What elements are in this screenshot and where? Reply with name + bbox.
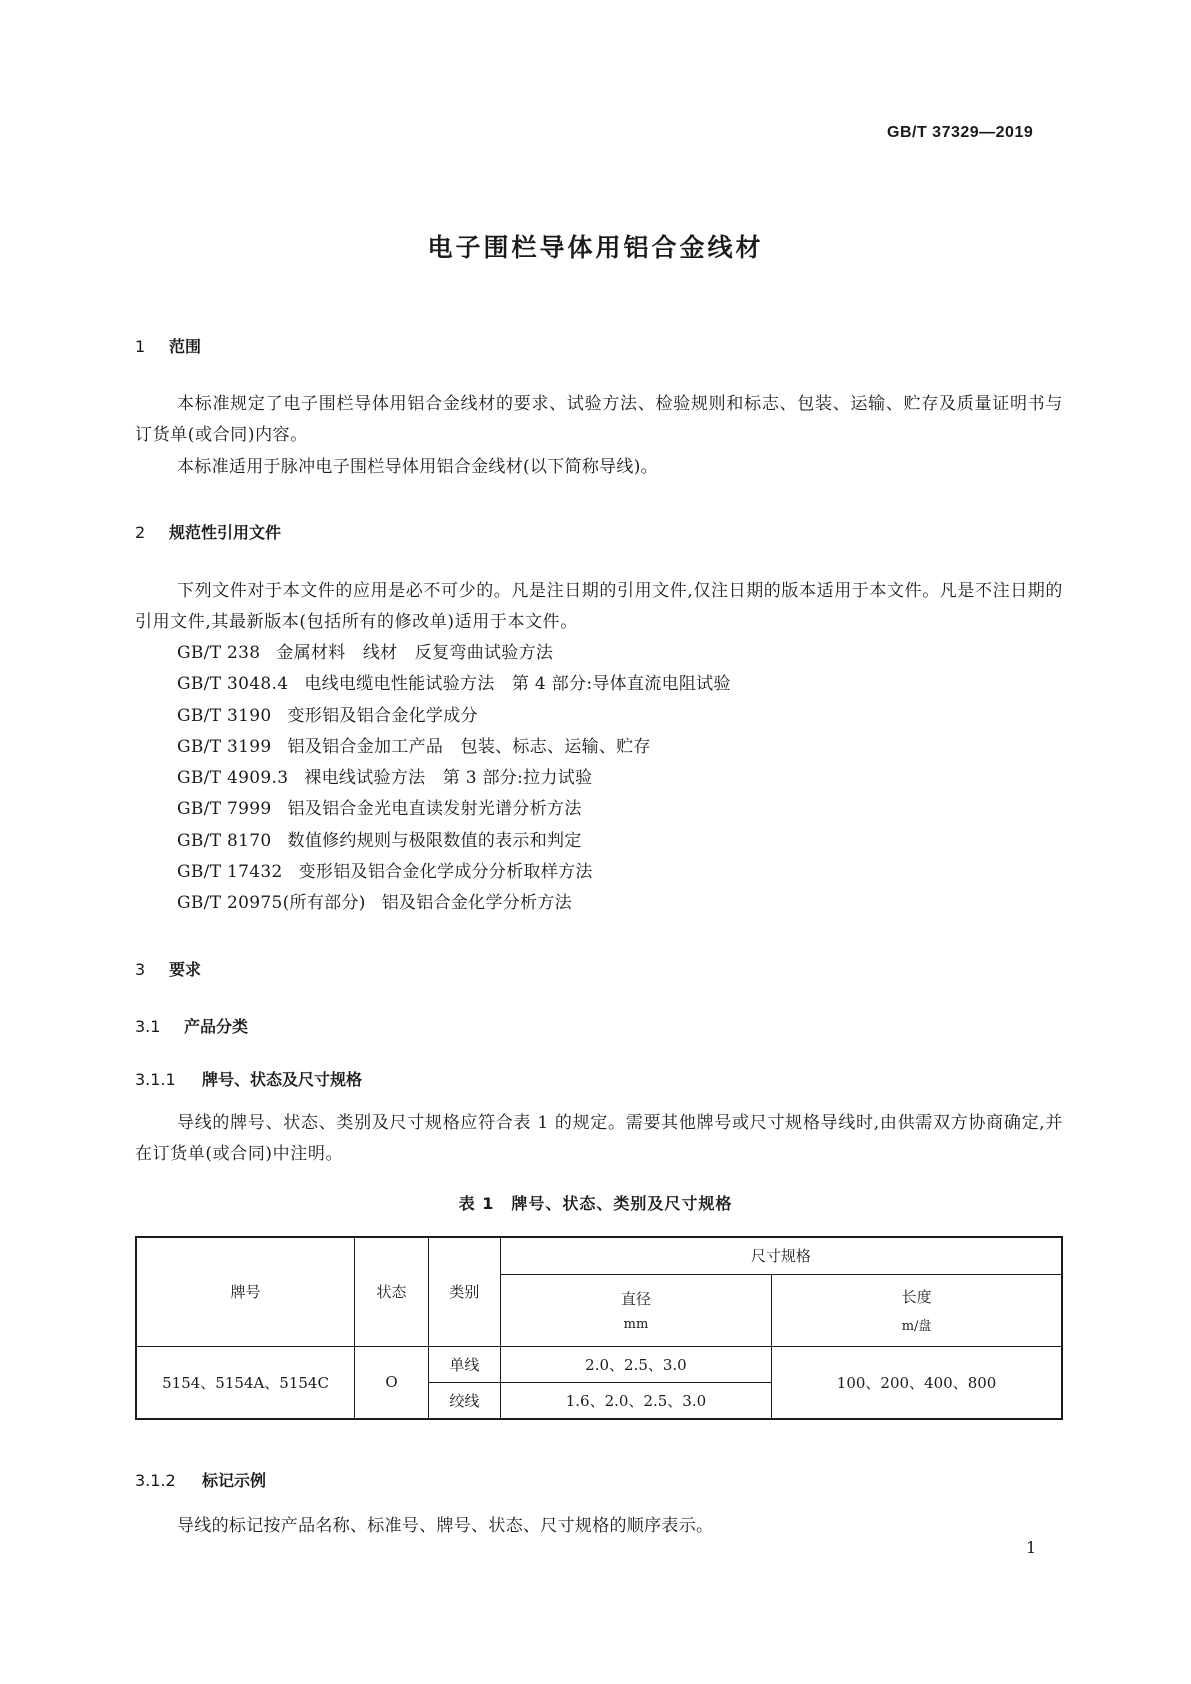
reference-code: GB/T 3048.4 [177, 674, 289, 695]
cell-type-stranded: 绞线 [428, 1382, 500, 1419]
reference-item [177, 888, 731, 919]
section-number: 1 [135, 337, 146, 356]
section-1-heading [135, 334, 201, 357]
spec-table [135, 1236, 1063, 1420]
standard-code: GB/T 37329—2019 [887, 124, 1034, 141]
reference-code: GB/T 3190 [177, 705, 272, 726]
section-title: 标记示例 [202, 1471, 267, 1490]
reference-code: GB/T 3199 [177, 736, 272, 757]
section-number: 3 [135, 960, 146, 979]
header-type: 类别 [428, 1237, 500, 1346]
section-2-heading [135, 520, 281, 543]
reference-item [177, 638, 731, 669]
scope-applicability: 本标准适用于脉冲电子围栏导体用铝合金线材(以下简称导线)。 [177, 457, 658, 477]
reference-item [177, 857, 731, 888]
scope-paragraph: 本标准规定了电子围栏导体用铝合金线材的要求、试验方法、检验规则和标志、包装、运输、贮存及质量证明书与订货单(或合同)内容。 [135, 394, 1063, 445]
document-title: 电子围栏导体用铝合金线材 [427, 233, 764, 262]
reference-item [177, 669, 731, 700]
reference-title: 裸电线试验方法 第 3 部分:拉力试验 [304, 768, 593, 789]
reference-list [177, 638, 731, 920]
section-3-heading [135, 957, 201, 980]
section-3-1-heading [135, 1014, 248, 1037]
section-number: 2 [135, 523, 146, 542]
reference-item [177, 826, 731, 857]
cell-diameter-single: 2.0、2.5、3.0 [500, 1346, 771, 1382]
reference-code: GB/T 17432 [177, 862, 283, 883]
cell-length: 100、200、400、800 [772, 1346, 1062, 1419]
reference-title: 金属材料 线材 反复弯曲试验方法 [276, 643, 554, 663]
section-number: 3.1.2 [135, 1471, 176, 1490]
reference-title: 铝及铝合金加工产品 包装、标志、运输、贮存 [287, 736, 651, 757]
section-number: 3.1 [135, 1017, 161, 1036]
section-3-1-2-heading [135, 1468, 266, 1491]
cell-type-single: 单线 [428, 1346, 500, 1382]
marking-paragraph: 导线的标记按产品名称、标准号、牌号、状态、尺寸规格的顺序表示。 [177, 1516, 714, 1536]
reference-code: GB/T 7999 [177, 799, 272, 820]
header-temper: 状态 [355, 1237, 429, 1346]
header-length-unit: m/盘 [901, 1319, 932, 1334]
reference-title: 变形铝及铝合金化学成分分析取样方法 [298, 862, 593, 883]
reference-title: 电线电缆电性能试验方法 第 4 部分:导体直流电阻试验 [304, 674, 731, 695]
header-length [772, 1274, 1062, 1346]
section-title: 牌号、状态及尺寸规格 [202, 1070, 363, 1089]
reference-title: 变形铝及铝合金化学成分 [287, 705, 478, 726]
reference-code: GB/T 8170 [177, 830, 272, 851]
grade-paragraph: 导线的牌号、状态、类别及尺寸规格应符合表 1 的规定。需要其他牌号或尺寸规格导线时,由供需双方协商确定,并在订货单(或合同)中注明。 [135, 1113, 1063, 1164]
reference-title: 铝及铝合金光电直读发射光谱分析方法 [287, 799, 582, 820]
reference-item [177, 763, 731, 794]
reference-item [177, 701, 731, 732]
references-intro: 下列文件对于本文件的应用是必不可少的。凡是注日期的引用文件,仅注日期的版本适用于本文件。凡是不注日期的引用文件,其最新版本(包括所有的修改单)适用于本文件。 [135, 581, 1064, 632]
header-grade: 牌号 [136, 1237, 355, 1346]
cell-grade: 5154、5154A、5154C [136, 1346, 355, 1419]
cell-temper: O [355, 1346, 429, 1419]
table-row [136, 1346, 1062, 1382]
reference-code: GB/T 4909.3 [177, 768, 289, 789]
reference-item [177, 794, 731, 825]
section-title: 产品分类 [184, 1017, 249, 1036]
section-3-1-1-heading [135, 1067, 362, 1090]
page-number: 1 [1026, 1538, 1037, 1557]
section-title: 范围 [169, 337, 202, 356]
reference-item [177, 732, 731, 763]
section-number: 3.1.1 [135, 1070, 176, 1089]
header-diameter [500, 1274, 771, 1346]
cell-diameter-stranded: 1.6、2.0、2.5、3.0 [500, 1382, 771, 1419]
reference-title: 铝及铝合金化学分析方法 [381, 893, 572, 914]
table-caption: 表 1 牌号、状态、类别及尺寸规格 [458, 1194, 733, 1213]
reference-code: GB/T 20975(所有部分) [177, 893, 366, 914]
reference-code: GB/T 238 [177, 643, 261, 663]
header-size: 尺寸规格 [500, 1237, 1062, 1274]
header-diameter-unit: mm [623, 1317, 649, 1332]
section-title: 要求 [169, 960, 202, 979]
section-title: 规范性引用文件 [169, 523, 282, 542]
header-length-label: 长度 [901, 1288, 932, 1306]
reference-title: 数值修约规则与极限数值的表示和判定 [287, 830, 582, 851]
header-diameter-label: 直径 [620, 1290, 651, 1308]
